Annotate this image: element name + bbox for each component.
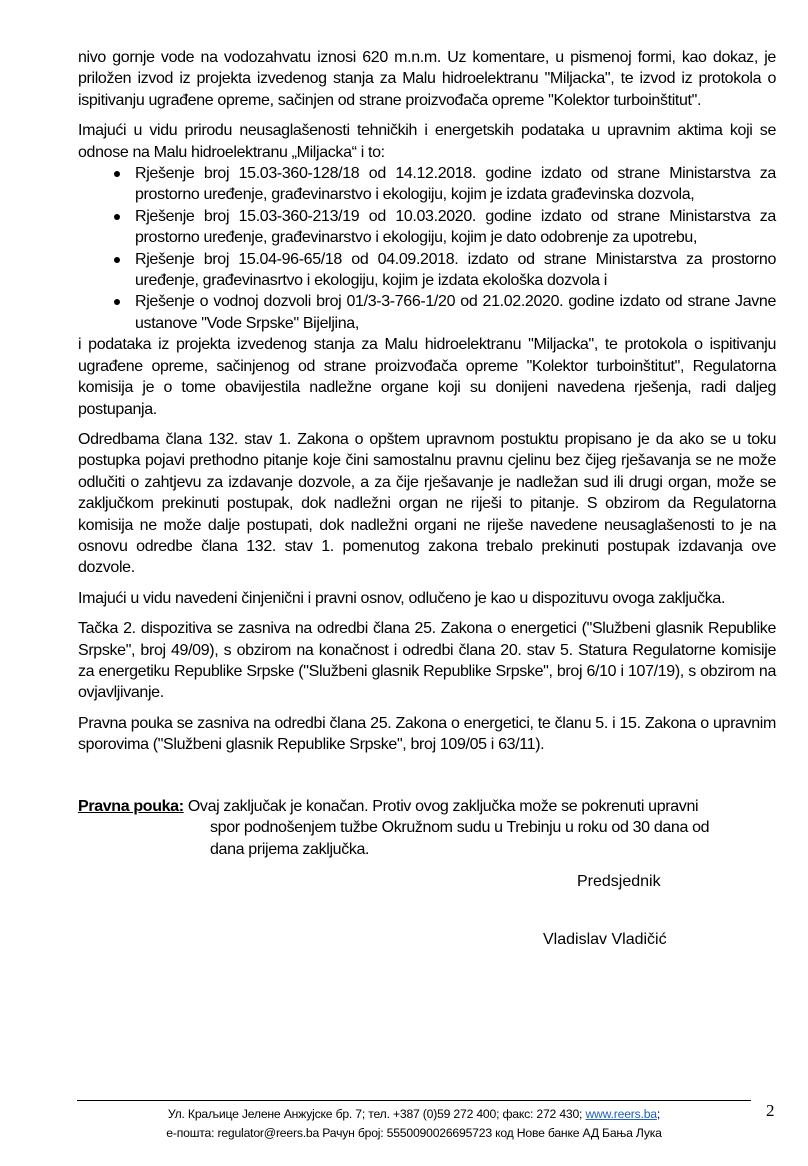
bullet-icon bbox=[114, 299, 120, 305]
signature-title: Predsjednik bbox=[577, 873, 661, 890]
document-body bbox=[78, 47, 776, 756]
footer-semicolon: ; bbox=[656, 1107, 661, 1121]
legal-notice-text-line1: Ovaj zaključak je konačan. Protiv ovog zaključka može se pokrenuti upravni bbox=[187, 798, 699, 815]
list-item-text: Rješenje broj 15.03-360-213/19 od 10.03.2020. godine izdato od strane Ministarstva za prostorno uređenje, građevinarstvo i ekologiju, kojim je dato odobrenje za upotrebu, bbox=[135, 207, 776, 247]
paragraph-clan-132: Odredbama člana 132. stav 1. Zakona o opštem upravnom postuktu propisano je da ako se u toku postupka pojavi prethodno pitanje koje čini samostalnu pravnu cjelinu bez čijeg rješavanja se ne može odlučiti o zahtjevu za izdavanje dozvole, a za čije rješavanje je nadležan sud ili drugi organ, može se zaključkom prekinuti postupak, dok nadležni organ ne riješi to pitanje. S obzirom da Regulatorna komisija ne može dalje postupati, dok nadležni organi ne riješe navedene neusaglašenosti to je na osnovu odredbe člana 132. stav 1. pomenutog zakona trebalo prekinuti postupak izdavanja ove dozvole. bbox=[78, 430, 776, 577]
list-item bbox=[78, 249, 776, 292]
footer-contact-line: е-пошта: regulator@reers.ba Рачун број: 5550090026695723 код Нове банке АД Бања Лука bbox=[166, 1126, 662, 1140]
list-item bbox=[78, 291, 776, 334]
list-item bbox=[78, 163, 776, 206]
footer-divider bbox=[77, 1100, 751, 1101]
paragraph-pravna-pouka-osnov: Pravna pouka se zasniva na odredbi člana 25. Zakona o energetici, te članu 5. i 15. Zakona o upravnim sporovima ("Službeni glasnik Republike Srpske", broj 109/05 i 63/11). bbox=[78, 714, 776, 754]
footer-address: Ул. Краљице Јелене Анжујске бр. 7; тел. +387 (0)59 272 400; факс: 272 430; bbox=[167, 1107, 586, 1121]
bullet-icon bbox=[114, 171, 120, 177]
paragraph-neusaglasenost-intro: Imajući u vidu prirodu neusaglašenosti tehničkih i energetskih podataka u upravnim aktima koji se odnose na Malu hidroelektranu „Miljacka“ i to: bbox=[78, 122, 776, 161]
list-item bbox=[78, 206, 776, 249]
legal-notice-text-line2: spor podnošenjem tužbe Okružnom sudu u Trebinju u roku od 30 dana od bbox=[210, 819, 710, 837]
signature-name: Vladislav Vladičić bbox=[543, 931, 667, 948]
legal-notice bbox=[78, 796, 776, 860]
footer bbox=[77, 1105, 751, 1143]
list-item-text: Rješenje broj 15.03-360-128/18 od 14.12.2018. godine izdato od strane Ministarstva za prostorno uređenje, građevinarstvo i ekologiju, kojim je izdata građevinska dozvola, bbox=[135, 165, 776, 204]
paragraph-odluka: Imajući u vidu navedeni činjenični i pravni osnov, odlučeno je kao u dispozituvu ovoga zaključka. bbox=[78, 589, 726, 607]
bullet-icon bbox=[114, 257, 120, 263]
paragraph-neusaglasenost-outro: i podataka iz projekta izvedenog stanja za Malu hidroelektranu "Miljacka", te protokola o ispitivanju ugrađene opreme, sačinjenog od strane proizvođača opreme "Kolektor turboinštitut", Regulatorna komisija je o tome obavijestila nadležne organe koji su donijeni navedena rješenja, radi daljeg postupanja. bbox=[78, 336, 776, 418]
list-item-text: Rješenje broj 15.04-96-65/18 od 04.09.2018. izdato od strane Ministarstva za prostorno uređenje, građevinasrtvo i ekologiju, kojim je izdata ekološka dozvola i bbox=[135, 250, 776, 290]
list-item-text: Rješenje o vodnoj dozvoli broj 01/3-3-766-1/20 od 21.02.2020. godine izdato od strane Javne ustanove "Vode Srpske" Bijeljina, bbox=[135, 293, 776, 332]
paragraph-dokaz: nivo gornje vode na vodozahvatu iznosi 620 m.n.m. Uz komentare, u pismenoj formi, kao dokaz, je priložen izvod iz projekta izvedenog stanja za Malu hidroelektranu "Miljacka", te izvod iz protokola o ispitivanju ugrađene opreme, sačinjen od strane proizvođača opreme "Kolektor turboinštitut". bbox=[78, 49, 776, 109]
website-link[interactable]: www.reers.ba bbox=[585, 1107, 657, 1121]
legal-notice-first-line bbox=[78, 796, 776, 817]
paragraph-tacka-2: Tačka 2. dispozitiva se zasniva na odredbi člana 25. Zakona o energetici ("Službeni glasnik Republike Srpske", broj 49/09), s obzirom na konačnost i odredbi člana 20. stav 5. Statura Regulatorne komisije za energetiku Republike Srpske ("Službeni glasnik Republike Srpske", broj 6/10 i 107/19), s obzirom na ovjavljivanje. bbox=[78, 620, 776, 702]
legal-notice-text-line3: dana prijema zaključka. bbox=[210, 840, 370, 858]
footer-address-line bbox=[77, 1105, 751, 1124]
rjesenja-list bbox=[78, 163, 776, 334]
legal-notice-label: Pravna pouka: bbox=[78, 798, 184, 815]
page-number: 2 bbox=[766, 1101, 775, 1120]
bullet-icon bbox=[114, 214, 120, 220]
